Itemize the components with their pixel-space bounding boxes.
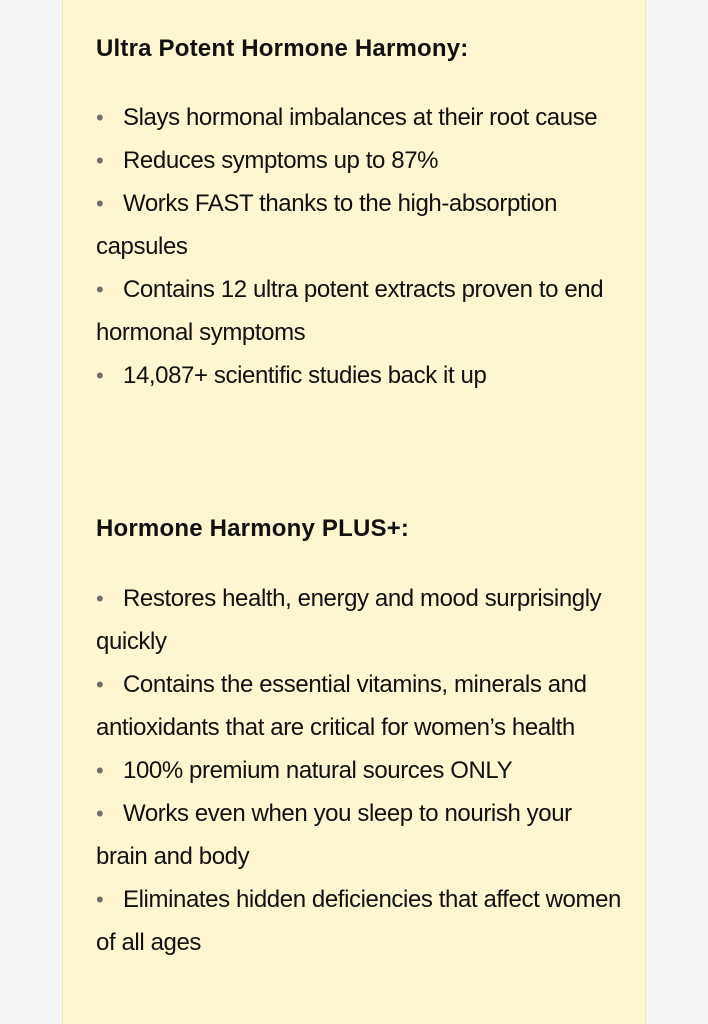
bullet-icon: • (96, 801, 104, 826)
list-item-text: Eliminates hidden deficiencies that affect women of all ages (96, 886, 621, 956)
section-heading-ultra-potent: Ultra Potent Hormone Harmony: (96, 35, 469, 62)
bullet-icon: • (96, 758, 104, 783)
list-item-text: Restores health, energy and mood surprisingly quickly (96, 585, 602, 655)
list-item (96, 577, 626, 663)
list-item-text: Reduces symptoms up to 87% (123, 147, 439, 174)
list-item-text: Works FAST thanks to the high-absorption capsules (96, 190, 558, 260)
benefits-panel (62, 0, 646, 1024)
bullet-icon: • (96, 191, 104, 216)
list-item (96, 749, 626, 792)
list-item-text: Contains 12 ultra potent extracts proven to end hormonal symptoms (96, 276, 604, 346)
list-item (96, 878, 626, 964)
list-item-text: Slays hormonal imbalances at their root cause (123, 104, 598, 131)
list-item-text: Contains the essential vitamins, minerals and antioxidants that are critical for women’s health (96, 671, 587, 741)
bullet-icon: • (96, 277, 104, 302)
plus-benefits-list (96, 577, 626, 964)
bullet-icon: • (96, 363, 104, 388)
list-item (96, 663, 626, 749)
list-item (96, 354, 626, 397)
list-item (96, 96, 626, 139)
list-item (96, 792, 626, 878)
bullet-icon: • (96, 586, 104, 611)
list-item-text: 100% premium natural sources ONLY (123, 757, 513, 784)
bullet-icon: • (96, 672, 104, 697)
bullet-icon: • (96, 887, 104, 912)
list-item-text: Works even when you sleep to nourish your brain and body (96, 800, 572, 870)
list-item-text: 14,087+ scientific studies back it up (123, 362, 487, 389)
list-item (96, 139, 626, 182)
section-heading-plus: Hormone Harmony PLUS+: (96, 515, 410, 542)
list-item (96, 268, 626, 354)
ultra-potent-benefits-list (96, 96, 626, 397)
list-item (96, 182, 626, 268)
bullet-icon: • (96, 148, 104, 173)
bullet-icon: • (96, 105, 104, 130)
